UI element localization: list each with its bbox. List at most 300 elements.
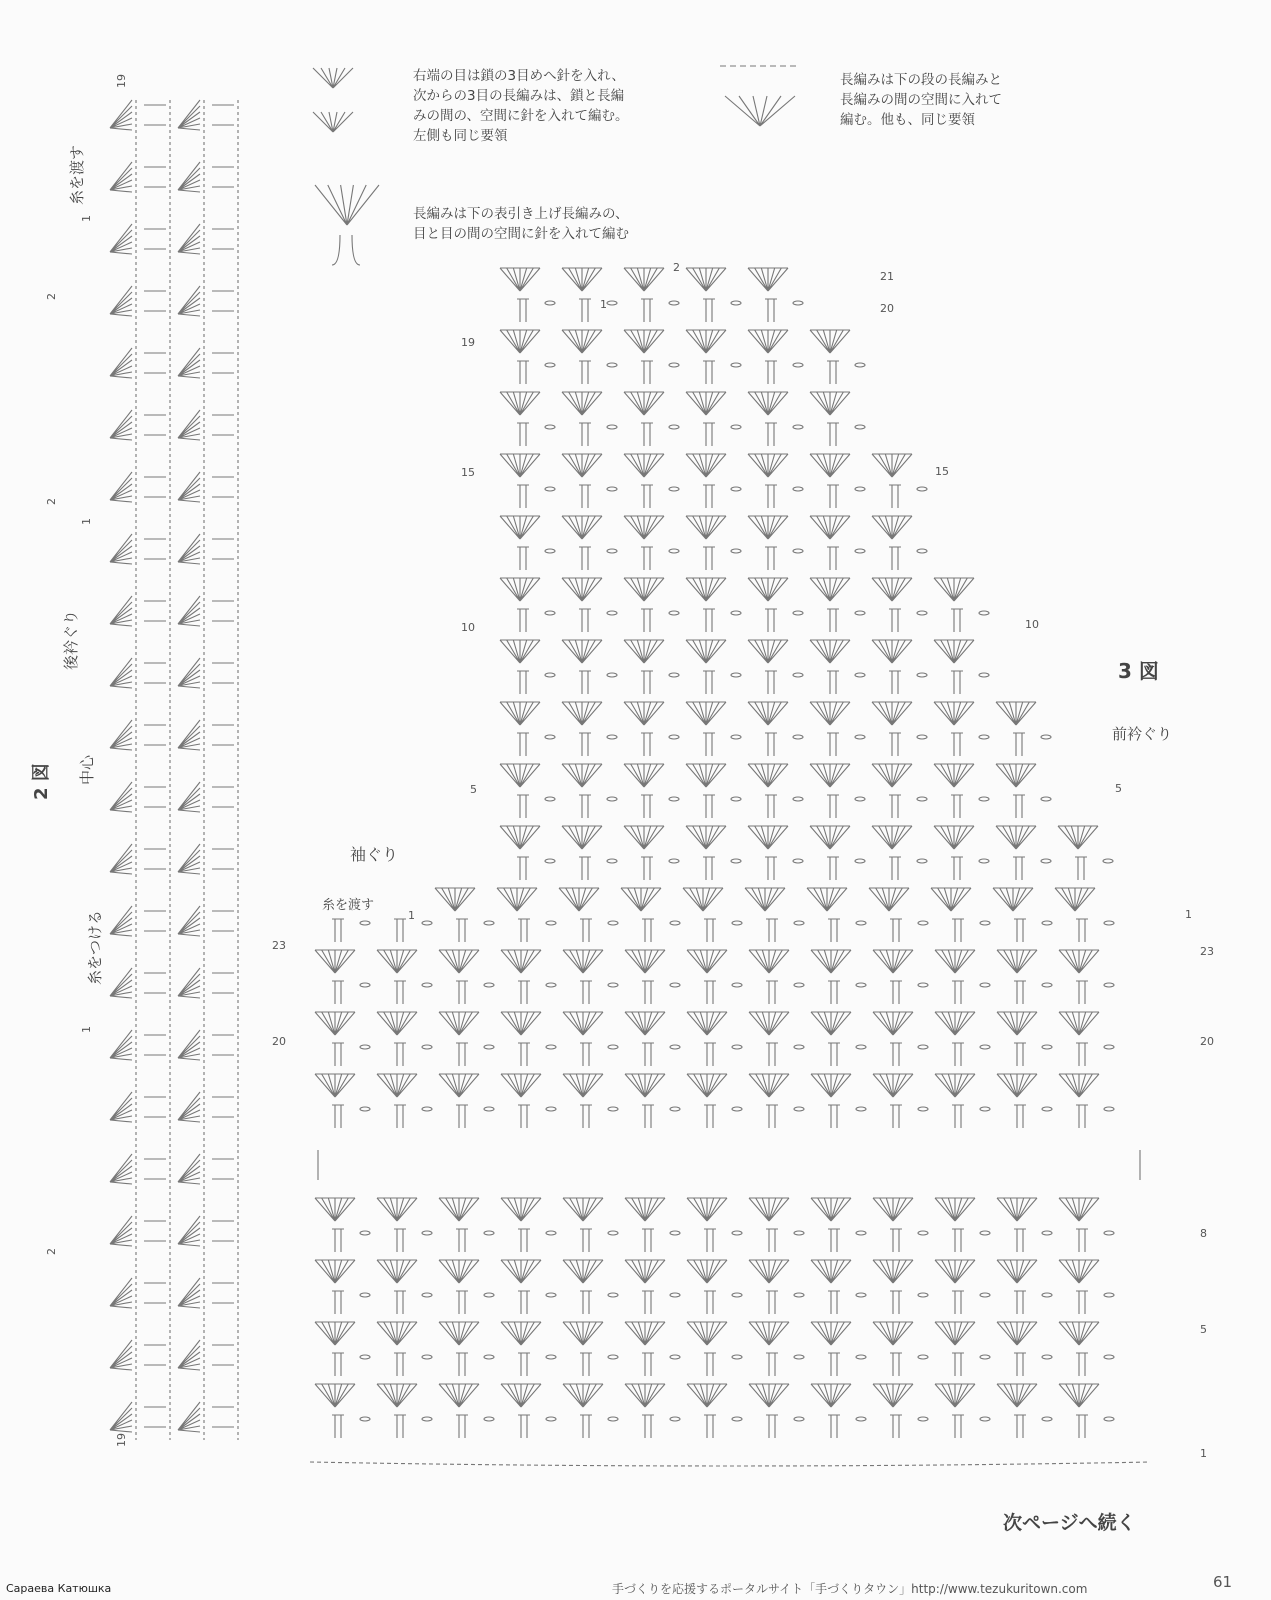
post-stitch [641,423,653,446]
shell-stitch [1059,1384,1099,1407]
post-stitch [1076,919,1088,942]
shell-stitch [873,1260,913,1283]
post-stitch [952,981,964,1004]
post-stitch [332,1415,344,1438]
post-stitch [1076,981,1088,1004]
chain-loop [669,735,679,739]
shell-stitch [749,950,789,973]
post-stitch [1014,1043,1026,1066]
chain-loop [1104,1045,1114,1049]
chain-loop [546,1045,556,1049]
fig3-right-row: 21 [880,270,894,283]
chain-loop [980,1107,990,1111]
post-stitch [517,857,529,880]
fig2-row-label: 1 [80,1026,93,1033]
shell-stitch [748,454,788,477]
foundation-chain [310,1462,1150,1466]
shell-stitch [811,1260,851,1283]
legend-note-3: 長編みは下の表引き上げ長編みの、 目と目の間の空間に針を入れて編む [413,206,629,242]
shell-stitch [110,224,132,254]
chain-loop [856,1417,866,1421]
post-stitch [456,919,468,942]
post-stitch [890,1043,902,1066]
shell-stitch [562,454,602,477]
post-stitch [703,361,715,384]
legend-fan-symbol [313,68,353,88]
chain-loop [1042,1417,1052,1421]
chain-loop [731,797,741,801]
post-stitch [144,1407,166,1427]
shell-stitch [748,392,788,415]
chain-loop [545,859,555,863]
post-stitch [212,229,234,249]
shell-stitch [625,1074,665,1097]
shell-stitch [110,472,132,502]
post-stitch [642,1043,654,1066]
shell-stitch [748,702,788,725]
fig3-right-row: 20 [880,302,894,315]
post-stitch [518,1291,530,1314]
post-stitch [579,733,591,756]
chain-loop [360,1231,370,1235]
shell-stitch [178,1216,200,1246]
shell-stitch [872,826,912,849]
shell-stitch [624,454,664,477]
legend-note-1: 右端の目は鎖の3目めへ針を入れ、 次からの3目の長編みは、鎖と長編 みの間の、空間に針を入れて編む。 左側も同じ要領 [413,68,629,144]
post-stitch [394,1229,406,1252]
shell-stitch [686,764,726,787]
shell-stitch [745,888,785,911]
post-stitch [456,1105,468,1128]
post-stitch [765,547,777,570]
fig3-left-row: 10 [461,621,475,634]
post-stitch [765,733,777,756]
post-stitch [890,1291,902,1314]
post-stitch [394,1353,406,1376]
shell-stitch [935,1012,975,1035]
chain-loop [731,859,741,863]
post-stitch [212,601,234,621]
shell-stitch [110,1340,132,1370]
post-stitch [952,919,964,942]
post-stitch [641,299,653,322]
fig3-left-row: 20 [272,1035,286,1048]
post-stitch [580,1043,592,1066]
shell-stitch [501,1074,541,1097]
fig3-right-row: 15 [935,465,949,478]
shell-stitch [624,516,664,539]
shell-stitch [621,888,661,911]
chain-loop [918,1355,928,1359]
chain-loop [422,1417,432,1421]
chain-loop [917,611,927,615]
chain-loop [1041,859,1051,863]
post-stitch [518,981,530,1004]
post-stitch [212,1097,234,1117]
post-stitch [1076,1291,1088,1314]
shell-stitch [749,1384,789,1407]
post-stitch [827,795,839,818]
chain-loop [1042,983,1052,987]
shell-stitch [683,888,723,911]
chain-loop [608,1107,618,1111]
shell-stitch [563,1260,603,1283]
figure2-back-neck-label: 後衿ぐり [62,609,80,670]
shell-stitch [811,1012,851,1035]
chain-loop [980,983,990,987]
chain-loop [607,549,617,553]
chain-loop [607,735,617,739]
shell-stitch [500,454,540,477]
post-stitch [765,423,777,446]
post-stitch [144,973,166,993]
shell-stitch [178,162,200,192]
post-stitch [332,1229,344,1252]
shell-stitch [178,286,200,316]
shell-stitch [377,1012,417,1035]
post-stitch [144,105,166,125]
chain-loop [855,487,865,491]
fig3-right-row: 5 [1115,782,1122,795]
fig2-row-label: 19 [115,74,128,88]
post-stitch [704,1415,716,1438]
post-stitch [332,1291,344,1314]
post-stitch [890,1229,902,1252]
post-stitch [889,733,901,756]
shell-stitch [811,1198,851,1221]
chain-loop [732,1045,742,1049]
chain-loop [1042,1293,1052,1297]
chain-loop [422,1107,432,1111]
shell-stitch [686,826,726,849]
shell-stitch [562,516,602,539]
shell-stitch [315,950,355,973]
post-stitch [517,299,529,322]
post-stitch [518,1353,530,1376]
shell-stitch [811,1384,851,1407]
shell-stitch [873,950,913,973]
shell-stitch [178,658,200,688]
shell-stitch [872,516,912,539]
post-stitch [703,609,715,632]
post-stitch [889,547,901,570]
shell-stitch [996,702,1036,725]
post-stitch [144,167,166,187]
chain-loop [422,1045,432,1049]
post-stitch [517,547,529,570]
chain-loop [855,549,865,553]
post-stitch [212,973,234,993]
shell-stitch [624,268,664,291]
fig2-row-label: 1 [80,215,93,222]
post-stitch [827,485,839,508]
post-stitch [456,1415,468,1438]
chain-loop [1041,735,1051,739]
shell-stitch [687,1198,727,1221]
fig3-right-row: 23 [1200,945,1214,958]
fig3-top-row: 1 [600,298,607,311]
shell-stitch [810,702,850,725]
post-stitch [703,733,715,756]
shell-stitch [500,516,540,539]
shell-stitch [562,268,602,291]
chain-loop [670,1355,680,1359]
chain-loop [360,1045,370,1049]
chain-loop [608,1231,618,1235]
post-stitch [1013,733,1025,756]
fig2-row-label: 2 [45,498,58,505]
shell-stitch [110,1030,132,1060]
chain-loop [979,859,989,863]
shell-stitch [1059,1012,1099,1035]
chain-loop [732,1231,742,1235]
post-stitch [394,981,406,1004]
shell-stitch [500,330,540,353]
shell-stitch [178,100,200,130]
chain-loop [979,735,989,739]
shell-stitch [873,1198,913,1221]
chain-loop [607,425,617,429]
fig3-right-row: 8 [1200,1227,1207,1240]
shell-stitch [748,764,788,787]
shell-stitch [811,950,851,973]
shell-stitch [178,1340,200,1370]
shell-stitch [931,888,971,911]
shell-stitch [439,1260,479,1283]
post-stitch [642,1105,654,1128]
post-stitch [765,609,777,632]
shell-stitch [1059,1260,1099,1283]
shell-stitch [500,702,540,725]
chain-loop [669,301,679,305]
post-stitch [1013,795,1025,818]
post-stitch [828,1105,840,1128]
shell-stitch [500,268,540,291]
post-stitch [517,795,529,818]
shell-stitch [935,1384,975,1407]
shell-stitch [178,1154,200,1184]
shell-stitch [935,1260,975,1283]
post-stitch [951,733,963,756]
chain-loop [669,487,679,491]
post-stitch [580,1229,592,1252]
shell-stitch [178,720,200,750]
chain-loop [545,549,555,553]
post-stitch [704,1353,716,1376]
post-stitch [704,1291,716,1314]
shell-stitch [377,1322,417,1345]
post-stitch [580,981,592,1004]
chain-loop [731,549,741,553]
chain-loop [917,487,927,491]
shell-stitch [563,1198,603,1221]
figure2-yarn-pass-label: 糸を渡す [68,144,86,205]
chain-loop [670,1293,680,1297]
shell-stitch [1059,950,1099,973]
chain-loop [484,1355,494,1359]
chain-loop [484,1107,494,1111]
shell-stitch [178,1278,200,1308]
chain-loop [360,1417,370,1421]
chain-loop [732,921,742,925]
shell-stitch [996,764,1036,787]
shell-stitch [687,950,727,973]
chain-loop [546,1417,556,1421]
post-stitch [332,919,344,942]
fig2-row-label: 2 [45,1248,58,1255]
post-stitch [579,857,591,880]
chain-loop [546,1355,556,1359]
shell-stitch [935,950,975,973]
chain-loop [360,983,370,987]
post-stitch [951,857,963,880]
post-stitch [703,547,715,570]
shell-stitch [810,578,850,601]
post-stitch [1013,857,1025,880]
post-stitch [704,1229,716,1252]
chain-loop [484,921,494,925]
shell-stitch [501,1322,541,1345]
post-stitch [394,1105,406,1128]
shell-stitch [178,968,200,998]
chain-loop [980,1417,990,1421]
post-stitch [641,547,653,570]
post-stitch [517,733,529,756]
shell-stitch [810,764,850,787]
fig3-right-row: 10 [1025,618,1039,631]
shell-stitch [178,348,200,378]
chain-loop [794,1417,804,1421]
shell-stitch [749,1074,789,1097]
post-stitch [704,919,716,942]
shell-stitch [439,1322,479,1345]
chain-loop [670,1417,680,1421]
shell-stitch [810,454,850,477]
shell-stitch [439,1012,479,1035]
shell-stitch [686,640,726,663]
post-stitch [212,167,234,187]
post-stitch [642,1353,654,1376]
chain-loop [545,363,555,367]
shell-stitch [934,578,974,601]
chain-loop [607,363,617,367]
shell-stitch [562,826,602,849]
post-stitch [580,1105,592,1128]
post-stitch [703,857,715,880]
chain-loop [855,735,865,739]
post-stitch [579,485,591,508]
chain-loop [422,1293,432,1297]
post-stitch [580,1415,592,1438]
chain-loop [732,983,742,987]
shell-stitch [869,888,909,911]
fig3-right-row: 20 [1200,1035,1214,1048]
post-stitch [144,1097,166,1117]
chain-loop [670,983,680,987]
shell-stitch [435,888,475,911]
chain-loop [669,611,679,615]
post-stitch [703,671,715,694]
chain-loop [1104,1231,1114,1235]
post-stitch [579,299,591,322]
post-stitch [827,733,839,756]
chain-loop [979,611,989,615]
shell-stitch [811,1074,851,1097]
post-stitch [144,911,166,931]
fig3-left-row: 15 [461,466,475,479]
shell-stitch [501,950,541,973]
chain-loop [607,301,617,305]
chain-loop [1104,983,1114,987]
post-stitch [332,1353,344,1376]
post-stitch [580,1291,592,1314]
shell-stitch [563,950,603,973]
chain-loop [669,673,679,677]
shell-stitch [315,1074,355,1097]
footer-portal: 手づくりを応援するポータルサイト「手づくりタウン」http://www.tezukuritown.com [612,1582,1088,1596]
post-stitch [703,423,715,446]
post-stitch [890,919,902,942]
chain-loop [546,921,556,925]
shell-stitch [997,1074,1037,1097]
chain-loop [1042,1355,1052,1359]
post-stitch [828,981,840,1004]
post-stitch [456,1043,468,1066]
post-stitch [144,353,166,373]
shell-stitch [562,764,602,787]
chain-loop [979,673,989,677]
shell-stitch [315,1322,355,1345]
shell-stitch [178,782,200,812]
shell-stitch [178,1092,200,1122]
chain-loop [607,673,617,677]
chain-loop [731,363,741,367]
shell-stitch [110,534,132,564]
post-stitch [641,795,653,818]
post-stitch [1076,1415,1088,1438]
post-stitch [641,671,653,694]
shell-stitch [997,1012,1037,1035]
post-stitch [766,1229,778,1252]
page-number: 61 [1213,1573,1233,1591]
shell-stitch [439,1384,479,1407]
chain-loop [856,1231,866,1235]
shell-stitch [501,1384,541,1407]
chain-loop [608,921,618,925]
shell-stitch [562,330,602,353]
shell-stitch [1059,1074,1099,1097]
chain-loop [793,549,803,553]
post-stitch [144,1345,166,1365]
post-stitch [766,1415,778,1438]
post-stitch [518,1229,530,1252]
shell-stitch [110,348,132,378]
chain-loop [855,611,865,615]
chain-loop [1104,1293,1114,1297]
chain-loop [731,301,741,305]
chain-loop [607,487,617,491]
post-stitch [1075,857,1087,880]
post-stitch [212,415,234,435]
post-stitch [212,911,234,931]
chain-loop [732,1417,742,1421]
shell-stitch [377,1384,417,1407]
shell-stitch [810,516,850,539]
post-stitch [144,849,166,869]
chain-loop [545,425,555,429]
chain-loop [980,1293,990,1297]
post-stitch [212,1159,234,1179]
